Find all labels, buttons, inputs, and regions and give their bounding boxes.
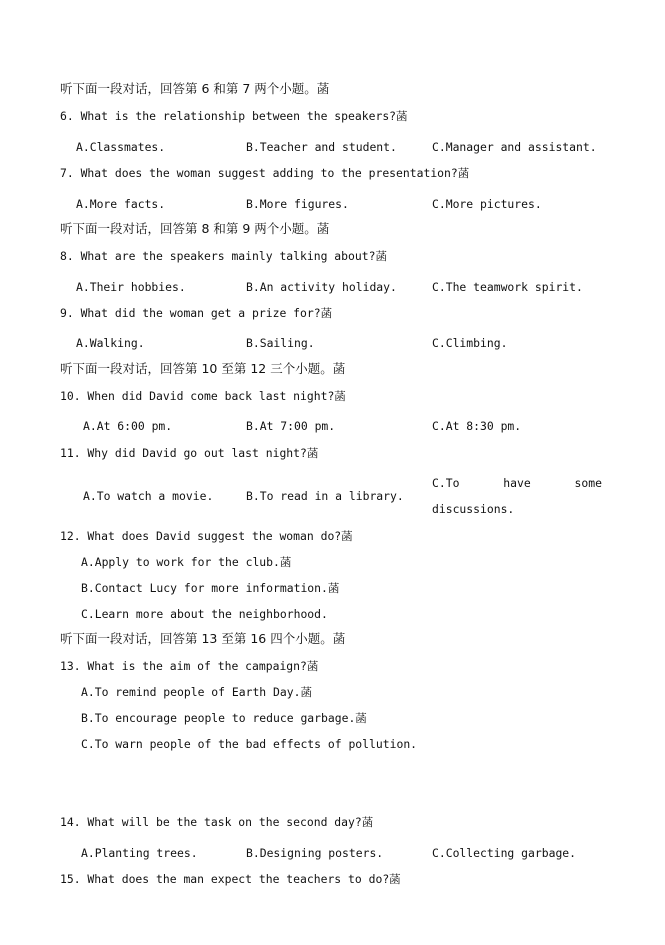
question-14-option-c: C.Collecting garbage.	[432, 846, 577, 860]
section-header-q13-16: 听下面一段对话，回答第 13 至第 16 四个小题。菡	[60, 631, 346, 646]
question-8-stem: 8. What are the speakers mainly talking about?菡	[60, 249, 387, 263]
question-14-option-b: B.Designing posters.	[246, 846, 384, 860]
question-7-option-c: C.More pictures.	[432, 197, 542, 211]
question-12-option-a: A.Apply to work for the club.菡	[81, 555, 292, 569]
question-7-stem: 7. What does the woman suggest adding to the presentation?菡	[60, 166, 470, 180]
section-header-q8-9: 听下面一段对话，回答第 8 和第 9 两个小题。菡	[60, 221, 330, 236]
question-13-option-c: C.To warn people of the bad effects of pollution.	[81, 737, 418, 751]
question-10-option-c: C.At 8:30 pm.	[432, 419, 522, 433]
question-11-option-b: B.To read in a library.	[246, 489, 404, 503]
question-6-option-b: B.Teacher and student.	[246, 140, 397, 154]
question-10-option-b: B.At 7:00 pm.	[246, 419, 336, 433]
question-8-option-a: A.Their hobbies.	[76, 280, 186, 294]
question-9-stem: 9. What did the woman get a prize for?菡	[60, 306, 332, 320]
question-6-stem: 6. What is the relationship between the speakers?菡	[60, 109, 408, 123]
question-8-option-b: B.An activity holiday.	[246, 280, 397, 294]
question-13-option-a: A.To remind people of Earth Day.菡	[81, 685, 312, 699]
question-14-stem: 14. What will be the task on the second day?菡	[60, 815, 374, 829]
question-10-option-a: A.At 6:00 pm.	[83, 419, 173, 433]
question-11-option-a: A.To watch a movie.	[83, 489, 214, 503]
question-11-stem: 11. Why did David go out last night?菡	[60, 446, 319, 460]
section-header-q10-12: 听下面一段对话，回答第 10 至第 12 三个小题。菡	[60, 361, 346, 376]
question-13-option-b: B.To encourage people to reduce garbage.菡	[81, 711, 367, 725]
question-9-option-a: A.Walking.	[76, 336, 145, 350]
question-13-stem: 13. What is the aim of the campaign?菡	[60, 659, 319, 673]
section-header-q6-7: 听下面一段对话，回答第 6 和第 7 两个小题。菡	[60, 81, 330, 96]
question-11-option-c: C.To have some discussions.	[432, 476, 602, 516]
question-10-stem: 10. When did David come back last night?菡	[60, 389, 346, 403]
question-12-stem: 12. What does David suggest the woman do?菡	[60, 529, 353, 543]
question-9-option-c: C.Climbing.	[432, 336, 508, 350]
question-9-option-b: B.Sailing.	[246, 336, 315, 350]
question-12-option-c: C.Learn more about the neighborhood.	[81, 607, 328, 621]
question-7-option-b: B.More figures.	[246, 197, 349, 211]
question-14-option-a: A.Planting trees.	[81, 846, 198, 860]
question-7-option-a: A.More facts.	[76, 197, 166, 211]
question-6-option-c: C.Manager and assistant.	[432, 140, 597, 154]
question-12-option-b: B.Contact Lucy for more information.菡	[81, 581, 340, 595]
question-15-stem: 15. What does the man expect the teachers to do?菡	[60, 872, 401, 886]
question-6-option-a: A.Classmates.	[76, 140, 166, 154]
question-8-option-c: C.The teamwork spirit.	[432, 280, 583, 294]
